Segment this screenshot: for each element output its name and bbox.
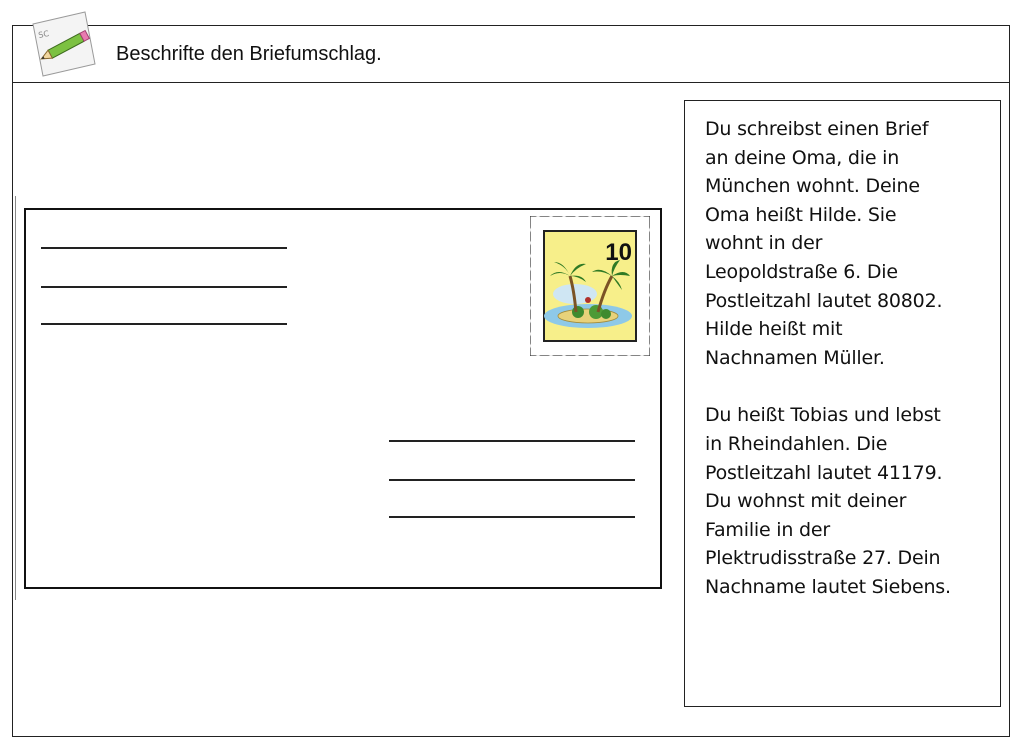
info-line: Leopoldstraße 6. Die [705, 260, 898, 283]
recipient-line-3[interactable] [389, 516, 635, 518]
info-line: Nachname lautet Siebens. [705, 575, 951, 598]
info-line: München wohnt. Deine [705, 175, 920, 198]
recipient-line-1[interactable] [389, 440, 635, 442]
stamp [530, 216, 650, 356]
info-line: Postleitzahl lautet 80802. [705, 289, 943, 312]
info-paragraph-recipient [705, 115, 990, 372]
task-instruction: Beschrifte den Briefumschlag. [116, 43, 382, 65]
recipient-line-2[interactable] [389, 479, 635, 481]
envelope-shadow-edge [15, 196, 16, 600]
info-line: in Rheindahlen. Die [705, 432, 888, 455]
pencil-icon [19, 8, 99, 78]
info-line: Postleitzahl lautet 41179. [705, 461, 943, 484]
info-line: Oma heißt Hilde. Sie [705, 203, 897, 226]
task-header [13, 26, 1009, 83]
info-line: Plektrudisstraße 27. Dein [705, 547, 941, 570]
info-line: Du wohnst mit deiner [705, 490, 907, 513]
info-line: an deine Oma, die in [705, 146, 900, 169]
stamp-value: 10 [605, 239, 632, 266]
info-line: wohnt in der [705, 232, 823, 255]
info-paragraph-sender [705, 401, 990, 601]
info-line: Du schreibst einen Brief [705, 118, 929, 140]
info-line: Hilde heißt mit [705, 318, 843, 341]
info-line: Du heißt Tobias und lebst [705, 404, 941, 427]
sender-line-3[interactable] [41, 323, 287, 325]
info-box [684, 100, 1001, 707]
sender-line-2[interactable] [41, 286, 287, 288]
sender-line-1[interactable] [41, 247, 287, 249]
svg-text:SC: SC [37, 28, 50, 40]
info-line: Familie in der [705, 518, 831, 541]
info-line: Nachnamen Müller. [705, 346, 885, 369]
